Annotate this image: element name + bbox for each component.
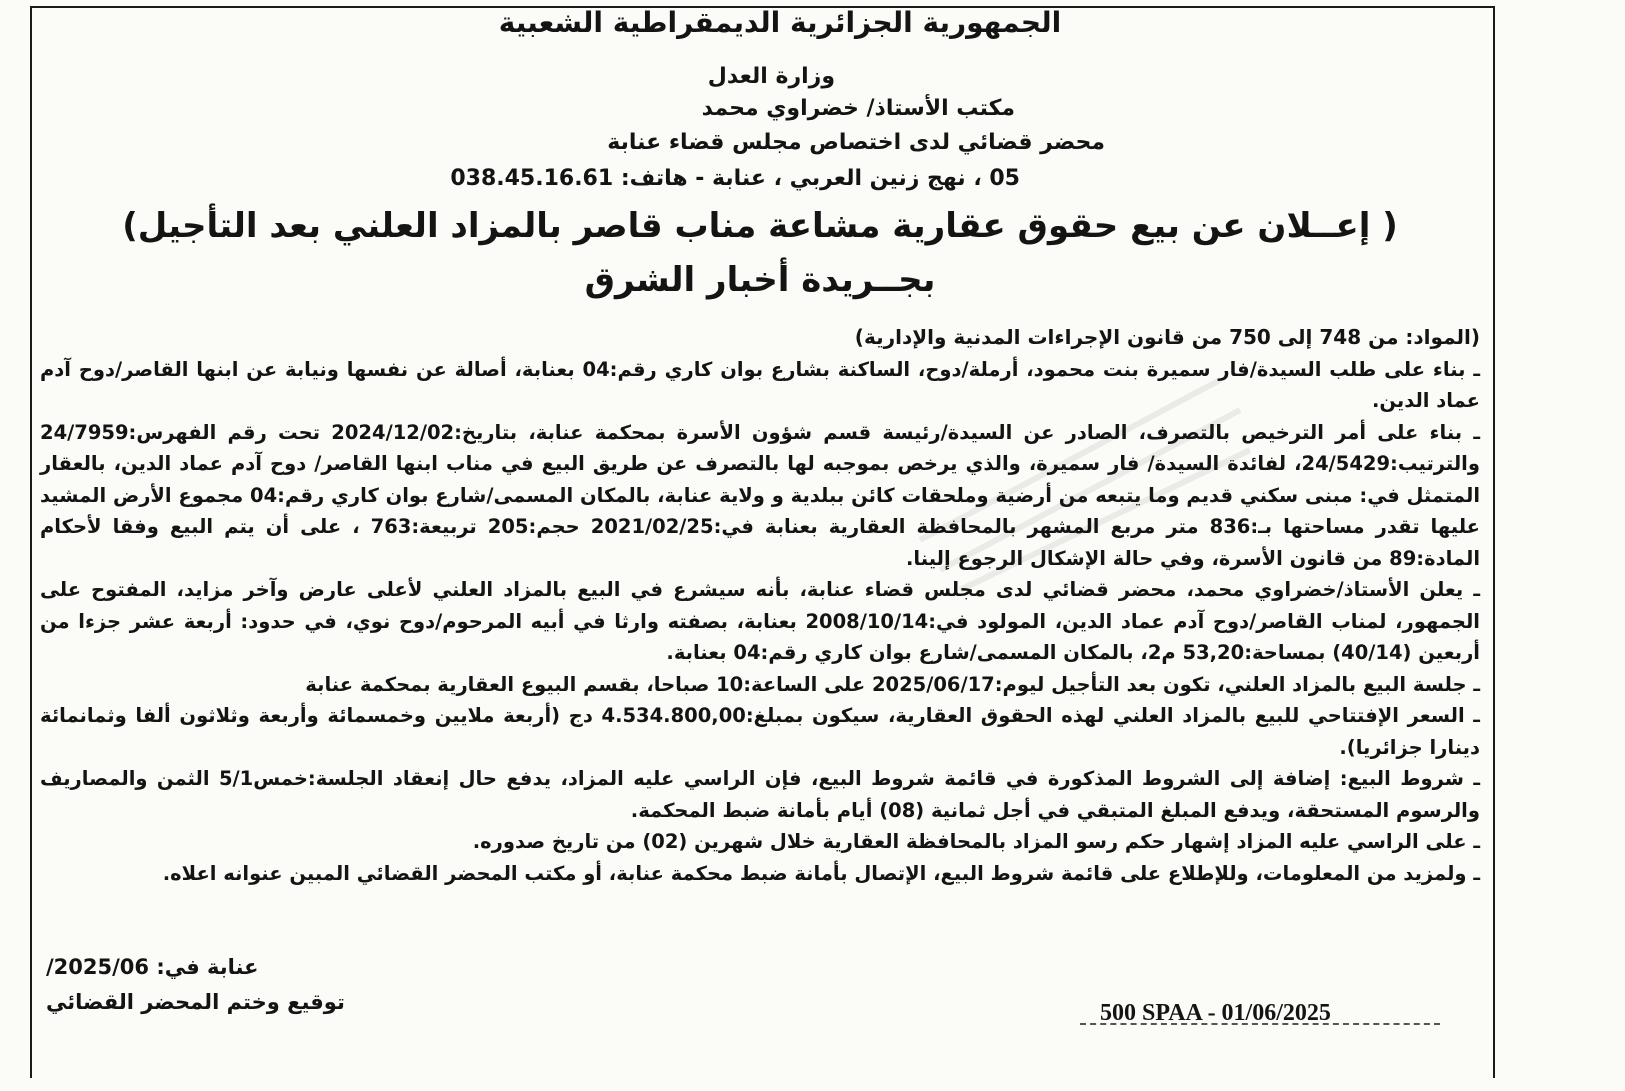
paragraph-more-info: ـ ولمزيد من المعلومات، وللإطلاع على قائمة شروط البيع، الإتصال بأمانة ضبط محكمة عنابة، أو مكتب المحضر القضائي المبين عنوانه اعلاه.	[162, 861, 1480, 885]
office-name: مكتب الأستاذ/ خضراوي محمد	[701, 96, 1015, 121]
paragraph-publication: ـ على الراسي عليه المزاد إشهار حكم رسو المزاد بالمحافظة العقارية خلال شهرين (02) من تاريخ صدوره.	[472, 830, 1480, 853]
place-and-date: عنابة في: 2025/06/	[46, 955, 259, 979]
signature-line: توقيع وختم المحضر القضائي	[46, 990, 345, 1014]
office-address: 05 ، نهج زنين العربي ، عنابة - هاتف: 038.45.16.61	[450, 166, 1020, 191]
ministry-name: وزارة العدل	[707, 64, 835, 89]
paragraph-authorization: ـ بناء على أمر الترخيص بالتصرف، الصادر عن السيدة/رئيسة قسم شؤون الأسرة بمحكمة عنابة، بتاريخ:2024/12/02 تحت رقم الفهرس:24/7959 والترتيب:24/5429، لفائدة السيدة/ فار سميرة، والذي يرخص بموجبه لها بالتصرف عن طريق البيع في مناب ابنها القاصر/ دوح آدم عماد الدين، بالعقار المتمثل في: مبنى سكني قديم وما يتبعه من أرضية وملحقات كائن ببلدية و ولاية عنابة، بالمكان المسمى/شارع بوان كاري رقم:04 مجموع الأرض المشيد عليها تقدر مساحتها بـ:836 متر مربع المشهر بالمحافظة العقارية بعنابة في:2021/02/25 حجم:205 تربيعة:763 ، على أن يتم البيع وفقا لأحكام المادة:89 من قانون الأسرة، وفي حالة الإشكال الرجوع إلينا.	[40, 420, 1481, 570]
announcement-body	[40, 322, 1480, 889]
paragraph-opening-price: ـ السعر الإفتتاحي للبيع بالمزاد العلني لهذه الحقوق العقارية، سيكون بمبلغ:4.534.800,00 دج (أربعة ملايين وخمسمائة وأربعة وثلاثون ألفا وثمانمائة دينارا جزائريا).	[40, 704, 1480, 759]
court-jurisdiction: محضر قضائي لدى اختصاص مجلس قضاء عنابة	[607, 130, 1105, 155]
paragraph-requester: ـ بناء على طلب السيدة/فار سميرة بنت محمود، أرملة/دوح، الساكنة بشارع بوان كاري رقم:04 بعنابة، أصالة عن نفسها ونيابة عن ابنها القاصر/دوح آدم عماد الدين.	[40, 357, 1480, 412]
legal-articles: (المواد: من 748 إلى 750 من قانون الإجراءات المدنية والإدارية)	[854, 325, 1480, 349]
publication-reference: 500 SPAA - 01/06/2025	[1100, 1000, 1331, 1026]
republic-name: الجمهورية الجزائرية الديمقراطية الشعبية	[498, 6, 1062, 39]
paragraph-sale-conditions: ـ شروط البيع: إضافة إلى الشروط المذكورة في قائمة شروط البيع، فإن الراسي عليه المزاد، يدفع حال إنعقاد الجلسة:خمس5/1 الثمن والمصاريف والرسوم المستحقة، ويدفع المبلغ المتبقي في أجل ثمانية (08) أيام بأمانة ضبط المحكمة.	[40, 767, 1481, 822]
announcement-title: ( إعــلان عن بيع حقوق عقارية مشاعة مناب قاصر بالمزاد العلني بعد التأجيل)	[122, 206, 1398, 246]
paragraph-announcement: ـ يعلن الأستاذ/خضراوي محمد، محضر قضائي لدى مجلس قضاء عنابة، بأنه سيشرع في البيع بالمزاد العلني لأعلى عارض وآخر مزايد، المفتوح على الجمهور، لمناب القاصر/دوح آدم عماد الدين، المولود في:2008/10/14 بعنابة، بصفته وارثا في أبيه المرحوم/دوح نوي، في حدود: أربعة عشر جزءا من أربعين (40/14) بمساحة:53,20 م2، بالمكان المسمى/شارع بوان كاري رقم:04 بعنابة.	[40, 578, 1480, 664]
newspaper-name: بجــريدة أخبار الشرق	[584, 260, 936, 300]
paragraph-session: ـ جلسة البيع بالمزاد العلني، تكون بعد التأجيل ليوم:2025/06/17 على الساعة:10 صباحا، بقسم البيوع العقارية بمحكمة عنابة	[305, 672, 1480, 696]
